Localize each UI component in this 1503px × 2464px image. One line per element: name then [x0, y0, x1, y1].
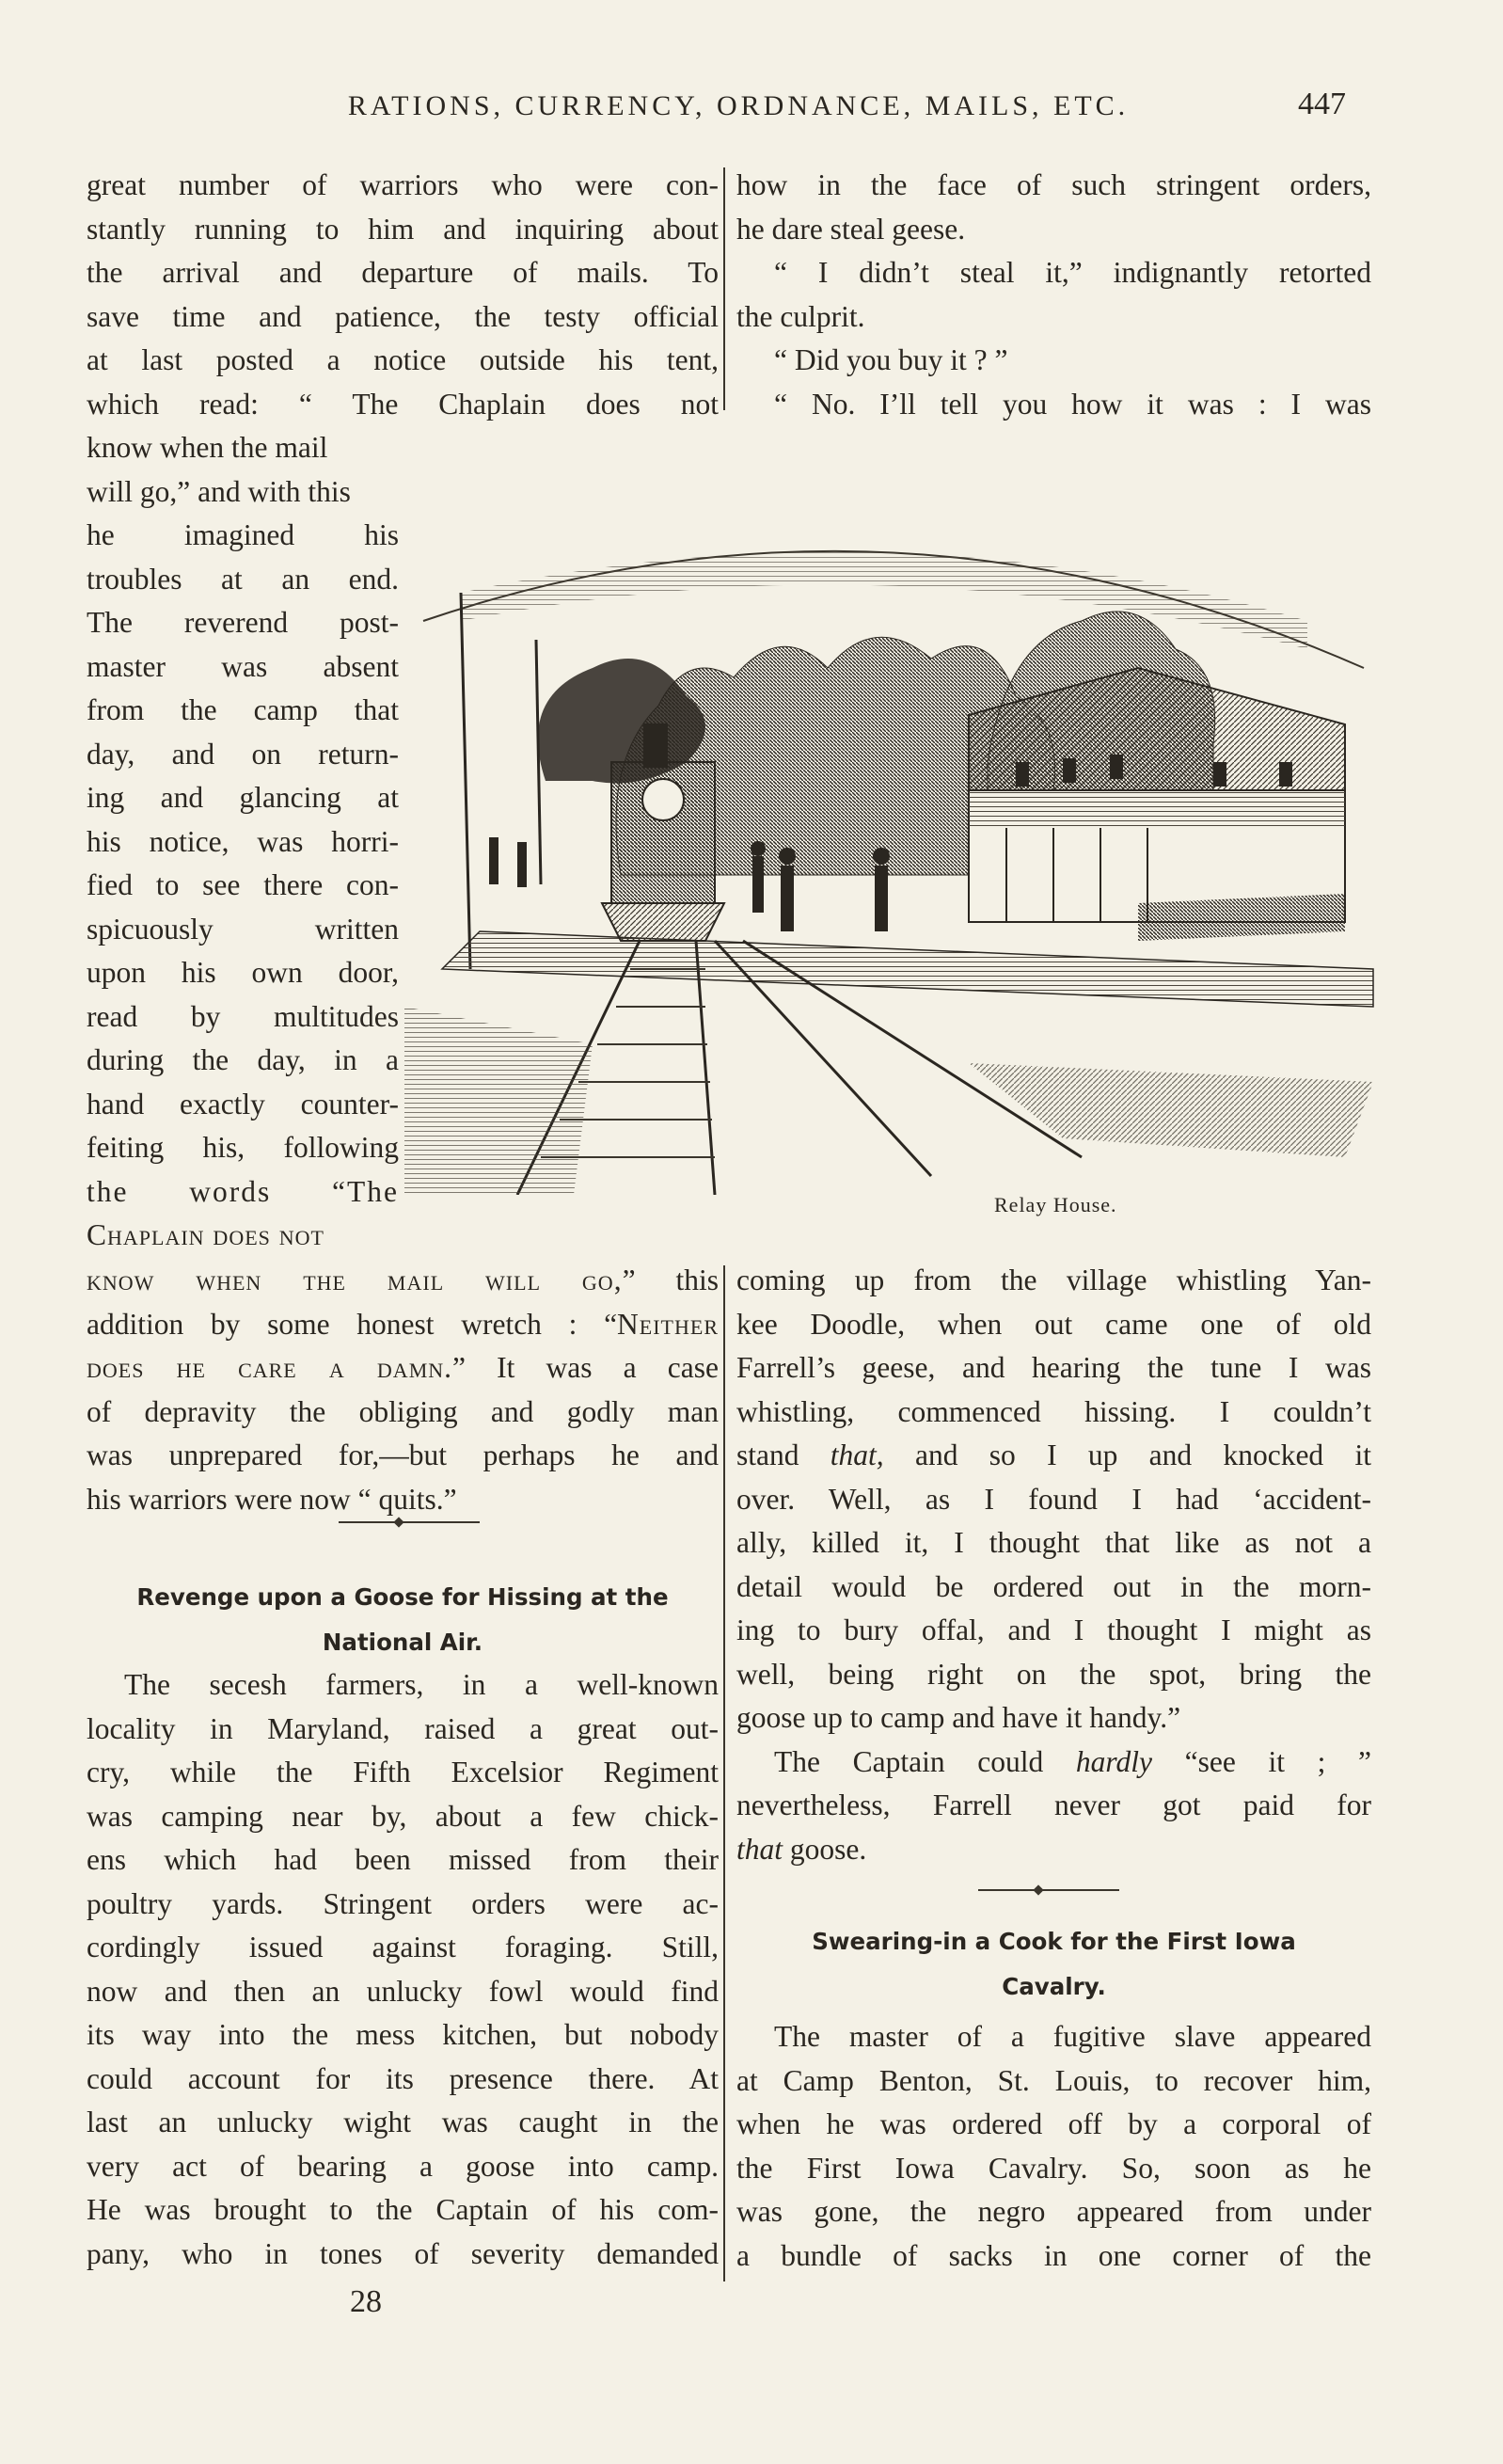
- text-line: nevertheless, Farrell never got paid for: [736, 1788, 1371, 1821]
- text-line: “ Did you buy it ? ”: [774, 343, 1008, 376]
- text-run: The Captain could: [774, 1744, 1076, 1778]
- text-line: from the camp that: [87, 693, 399, 726]
- text-line: hand exactly counter-: [87, 1087, 399, 1121]
- text-line: Farrell’s geese, and hearing the tune I was: [736, 1351, 1371, 1384]
- text-line: kee Doodle, when out came one of old: [736, 1307, 1371, 1341]
- heading-line: National Air.: [322, 1629, 483, 1656]
- left-column-mid: [87, 1259, 719, 1521]
- italic-run: hardly: [1075, 1744, 1152, 1778]
- text-line: day, and on return-: [87, 737, 399, 771]
- text-line: The reverend post-: [87, 606, 399, 639]
- text-line: [736, 1828, 1371, 1872]
- text-line: [87, 1303, 719, 1347]
- section-divider: [339, 1521, 480, 1523]
- narrow-column: [87, 426, 399, 1258]
- italic-run: that: [736, 1832, 783, 1866]
- text-line: now and then an unlucky fowl would find: [87, 1974, 719, 2008]
- text-line: over. Well, as I found I had ‘accident-: [736, 1482, 1371, 1516]
- text-line: great number of warriors who were con-: [87, 168, 719, 201]
- text-line: very act of bearing a goose into camp.: [87, 2149, 719, 2183]
- text-line: [736, 1741, 1371, 1785]
- section-heading-goose: [87, 1575, 719, 1665]
- text-line: know when the mail: [87, 431, 328, 464]
- text-run: ” It was a case: [452, 1351, 719, 1384]
- text-run: and so I up and knocked it: [883, 1439, 1371, 1471]
- illustration-caption: Relay House.: [994, 1193, 1117, 1216]
- column-rule: [723, 1265, 725, 2281]
- divider-ornament: [1033, 1884, 1043, 1895]
- small-caps-run: does he care a damn.: [87, 1351, 453, 1384]
- heading-line: Swearing-in a Cook for the First Iowa: [812, 1928, 1296, 1955]
- text-line: save time and patience, the testy official: [87, 299, 719, 333]
- column-rule: [723, 167, 725, 410]
- text-line: “ I didn’t steal it,” indignantly retorted: [774, 256, 1371, 289]
- text-run: addition by some honest wretch : “: [87, 1307, 618, 1341]
- heading-line: Cavalry.: [1002, 1973, 1106, 2000]
- text-line: at last posted a notice outside his tent,: [87, 343, 719, 376]
- text-line: of depravity the obliging and godly man: [87, 1394, 719, 1428]
- text-line: ally, killed it, I thought that like as not a: [736, 1526, 1371, 1559]
- left-column-body: [87, 1663, 719, 2276]
- text-line: read by multitudes: [87, 999, 399, 1033]
- text-line: feiting his, following: [87, 1131, 399, 1164]
- text-line: upon his own door,: [87, 956, 399, 989]
- text-line: could account for its presence there. At: [87, 2061, 719, 2095]
- right-column-top: [736, 164, 1371, 426]
- text-line: last an unlucky wight was caught in the: [87, 2106, 719, 2138]
- text-line: troubles at an end.: [87, 562, 399, 596]
- text-line: the arrival and departure of mails. To: [87, 256, 719, 289]
- text-line: master was absent: [87, 649, 399, 683]
- signature-mark: 28: [350, 2284, 382, 2319]
- text-line: when he was ordered off by a corporal of: [736, 2107, 1371, 2140]
- text-line: ing and glancing at: [87, 781, 399, 814]
- left-column-top: [87, 164, 719, 426]
- small-caps-run: know when the mail will go,: [87, 1264, 623, 1296]
- text-line: the First Iowa Cavalry. So, soon as he: [736, 2151, 1371, 2185]
- text-line: [87, 1346, 719, 1391]
- text-line: spicuously written: [87, 912, 399, 946]
- text-line: detail would be ordered out in the morn-: [736, 1569, 1371, 1603]
- italic-run: that,: [830, 1439, 884, 1471]
- running-title: RATIONS, CURRENCY, ORDNANCE, MAILS, ETC.: [347, 90, 1130, 121]
- right-column-body: [736, 2015, 1371, 2278]
- text-line: well, being right on the spot, bring the: [736, 1657, 1371, 1691]
- text-run: goose.: [783, 1832, 867, 1866]
- text-line: at Camp Benton, St. Louis, to recover him,: [736, 2063, 1371, 2097]
- text-line: cry, while the Fifth Excelsior Regiment: [87, 1756, 719, 1788]
- text-line: [736, 1434, 1371, 1478]
- text-line: which read: “ The Chaplain does not: [87, 387, 719, 421]
- right-column-mid: [736, 1259, 1371, 1871]
- text-line: was camping near by, about a few chick-: [87, 1799, 719, 1833]
- text-line: during the day, in a: [87, 1043, 399, 1076]
- text-line: The secesh farmers, in a well-known: [124, 1668, 719, 1701]
- text-line: pany, who in tones of severity demanded: [87, 2236, 719, 2270]
- text-line: whistling, commenced hissing. I couldn’t: [736, 1394, 1371, 1428]
- text-line: ing to bury offal, and I thought I might as: [736, 1614, 1371, 1646]
- heading-line: Revenge upon a Goose for Hissing at the: [136, 1583, 669, 1611]
- text-line: goose up to camp and have it handy.”: [736, 1701, 1181, 1734]
- text-run: “see it ; ”: [1151, 1744, 1371, 1778]
- page-number: 447: [1298, 87, 1346, 121]
- text-line: cordingly issued against foraging. Still,: [87, 1931, 719, 1963]
- text-line: fied to see there con-: [87, 868, 399, 901]
- text-line: stantly running to him and inquiring about: [87, 212, 719, 246]
- text-line: “ No. I’ll tell you how it was : I was: [774, 387, 1371, 421]
- text-line: his warriors were now “ quits.”: [87, 1482, 457, 1516]
- text-line: will go,” and with this: [87, 474, 351, 508]
- text-line: was unprepared for,—but perhaps he and: [87, 1439, 719, 1471]
- text-line: was gone, the negro appeared from under: [736, 2195, 1371, 2228]
- text-line: he dare steal geese.: [736, 212, 966, 246]
- text-line: how in the face of such stringent orders,: [736, 168, 1371, 201]
- text-run: stand: [736, 1439, 831, 1471]
- small-caps-run: Neither: [617, 1307, 719, 1341]
- relay-house-engraving: [404, 480, 1379, 1195]
- text-line: ens which had been missed from their: [87, 1843, 719, 1876]
- text-line: The master of a fugitive slave appeared: [774, 2020, 1371, 2053]
- text-run: ” this: [622, 1264, 719, 1296]
- text-line: [87, 1259, 719, 1303]
- text-line: its way into the mess kitchen, but nobody: [87, 2018, 719, 2051]
- text-line: poultry yards. Stringent orders were ac-: [87, 1886, 719, 1920]
- text-line: the words “The: [87, 1174, 399, 1208]
- section-heading-cook: [736, 1919, 1371, 2010]
- text-line: he imagined his: [87, 518, 399, 551]
- text-line: coming up from the village whistling Yan-: [736, 1264, 1371, 1296]
- text-line: Chaplain does not: [87, 1218, 324, 1251]
- text-line: the culprit.: [736, 299, 865, 333]
- text-line: his notice, was horri-: [87, 824, 399, 858]
- text-line: locality in Maryland, raised a great out-: [87, 1711, 719, 1745]
- section-divider: [978, 1889, 1119, 1891]
- text-line: He was brought to the Captain of his com-: [87, 2193, 719, 2226]
- text-line: a bundle of sacks in one corner of the: [736, 2238, 1371, 2272]
